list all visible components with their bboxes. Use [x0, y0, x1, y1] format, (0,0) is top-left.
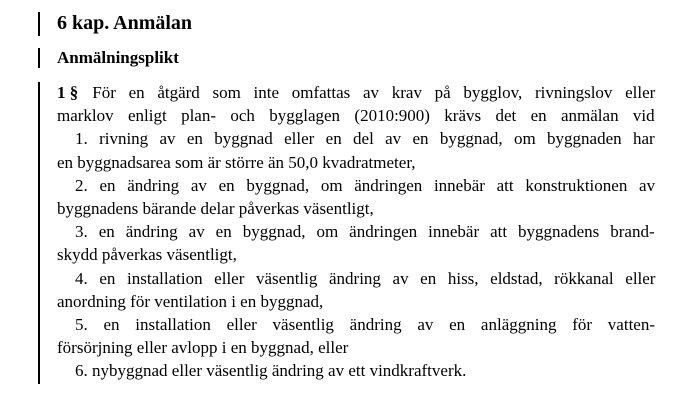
- list-item-1-line-1: 1. rivning av en byggnad eller en del av en byggnad, om byggnaden har: [75, 129, 655, 149]
- chapter-title: 6 kap. Anmälan: [57, 12, 193, 34]
- section-heading: Anmälningsplikt: [57, 48, 179, 67]
- list-item-4-line-2: anordning för ventilation i en byggnad,: [57, 291, 324, 311]
- change-bar-paragraph: [38, 82, 40, 384]
- paragraph-1: [57, 81, 655, 383]
- list-item-2-line-1: 2. en ändring av en byggnad, om ändringen innebär att konstruktionen av: [75, 175, 656, 195]
- paragraph-intro-line-1: [57, 81, 655, 104]
- list-item-4-line-1: 4. en installation eller väsentlig ändring av en hiss, eldstad, rökkanal eller: [75, 268, 656, 288]
- list-item-5-line-1: 5. en installation eller väsentlig ändring av en anläggning för vatten-: [75, 315, 655, 335]
- change-bar-chapter: [38, 12, 40, 36]
- list-item-3-line-2: skydd påverkas väsentligt,: [57, 245, 237, 265]
- list-item-5-line-2: försörjning eller avlopp i en byggnad, eller: [57, 338, 349, 358]
- list-item-1-line-2: en byggnadsarea som är större än 50,0 kvadratmeter,: [57, 152, 416, 172]
- paragraph-number: 1 §: [57, 83, 79, 102]
- paragraph-intro-text-1: För en åtgärd som inte omfattas av krav på bygglov, rivningslov eller: [92, 83, 656, 102]
- list-item-3-line-1: 3. en ändring av en byggnad, om ändringen innebär att byggnadens brand-: [75, 222, 655, 242]
- list-item-6-line-1: 6. nybyggnad eller väsentlig ändring av ett vindkraftverk.: [75, 361, 467, 381]
- list-item-2-line-2: byggnadens bärande delar påverkas väsentligt,: [57, 199, 374, 219]
- change-bar-heading: [38, 48, 40, 68]
- paragraph-intro-line-2: marklov enligt plan- och bygglagen (2010:900) krävs det en anmälan vid: [57, 106, 655, 126]
